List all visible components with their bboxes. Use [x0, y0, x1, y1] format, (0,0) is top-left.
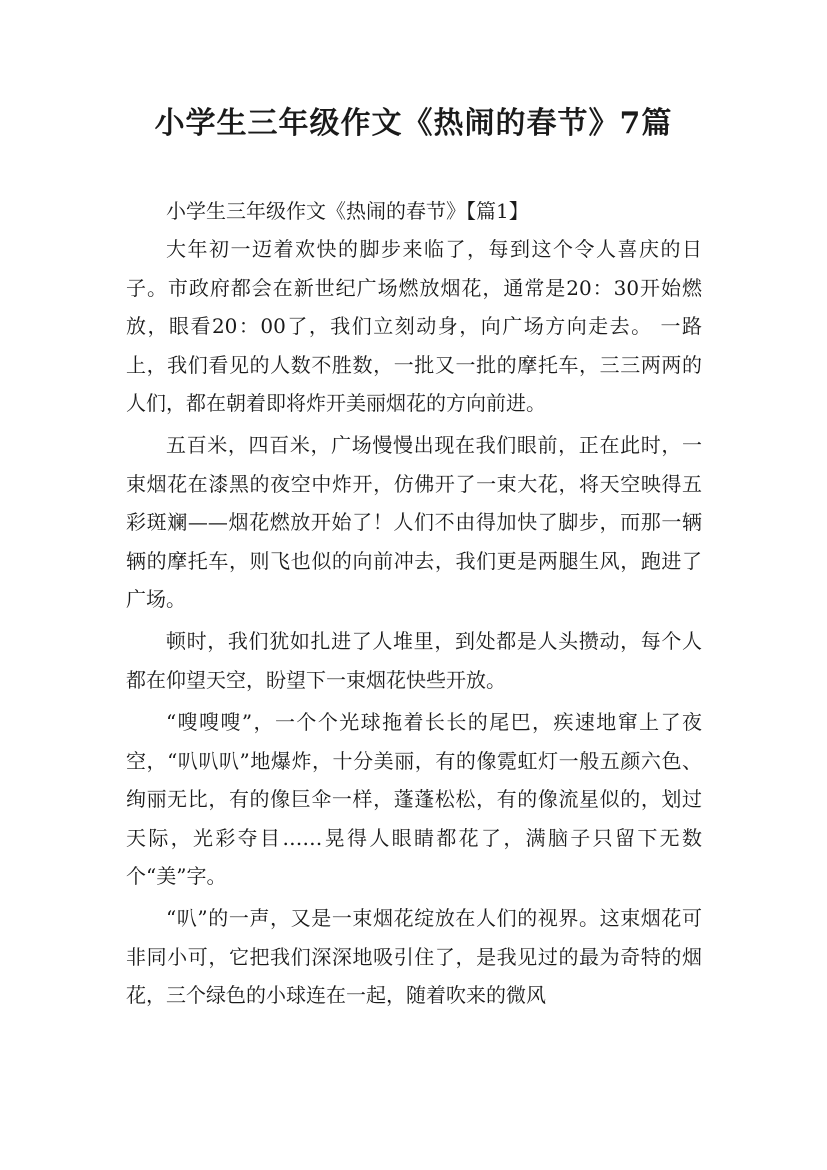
paragraph-1: 大年初一迈着欢快的脚步来临了，每到这个令人喜庆的日子。市政府都会在新世纪广场燃放烟花，通常是20：30开始燃放，眼看20：00了，我们立刻动身，向广场方向走去。 一路上，我们看见的人数不胜数，一批又一批的摩托车，三三两两的人们，都在朝着即将炸开美丽烟花的方向前进。	[126, 237, 702, 416]
document-body	[126, 192, 702, 1015]
paragraph-5: “叭”的一声，又是一束烟花绽放在人们的视界。这束烟花可非同小可，它把我们深深地吸引住了，是我见过的最为奇特的烟花，三个绿色的小球连在一起，随着吹来的微风	[126, 906, 702, 1008]
section-heading: 小学生三年级作文《热闹的春节》【篇1】	[166, 199, 529, 223]
paragraph-4: “嗖嗖嗖”，一个个光球拖着长长的尾巴，疾速地窜上了夜空，“叭叭叭”地爆炸，十分美丽，有的像霓虹灯一般五颜六色、绚丽无比，有的像巨伞一样，蓬蓬松松，有的像流星似的，划过天际，光彩夺目……晃得人眼睛都花了，满脑子只留下无数个“美”字。	[126, 710, 702, 888]
document-title: 小学生三年级作文《热闹的春节》7篇	[154, 106, 673, 141]
paragraph-2: 五百米，四百米，广场慢慢出现在我们眼前，正在此时，一束烟花在漆黑的夜空中炸开，仿佛开了一束大花，将天空映得五彩斑斓——烟花燃放开始了！人们不由得加快了脚步，而那一辆辆的摩托车，则飞也似的向前冲去，我们更是两腿生风，跑进了广场。	[126, 433, 702, 612]
paragraph-3: 顿时，我们犹如扎进了人堆里，到处都是人头攒动，每个人都在仰望天空，盼望下一束烟花快些开放。	[126, 629, 702, 692]
